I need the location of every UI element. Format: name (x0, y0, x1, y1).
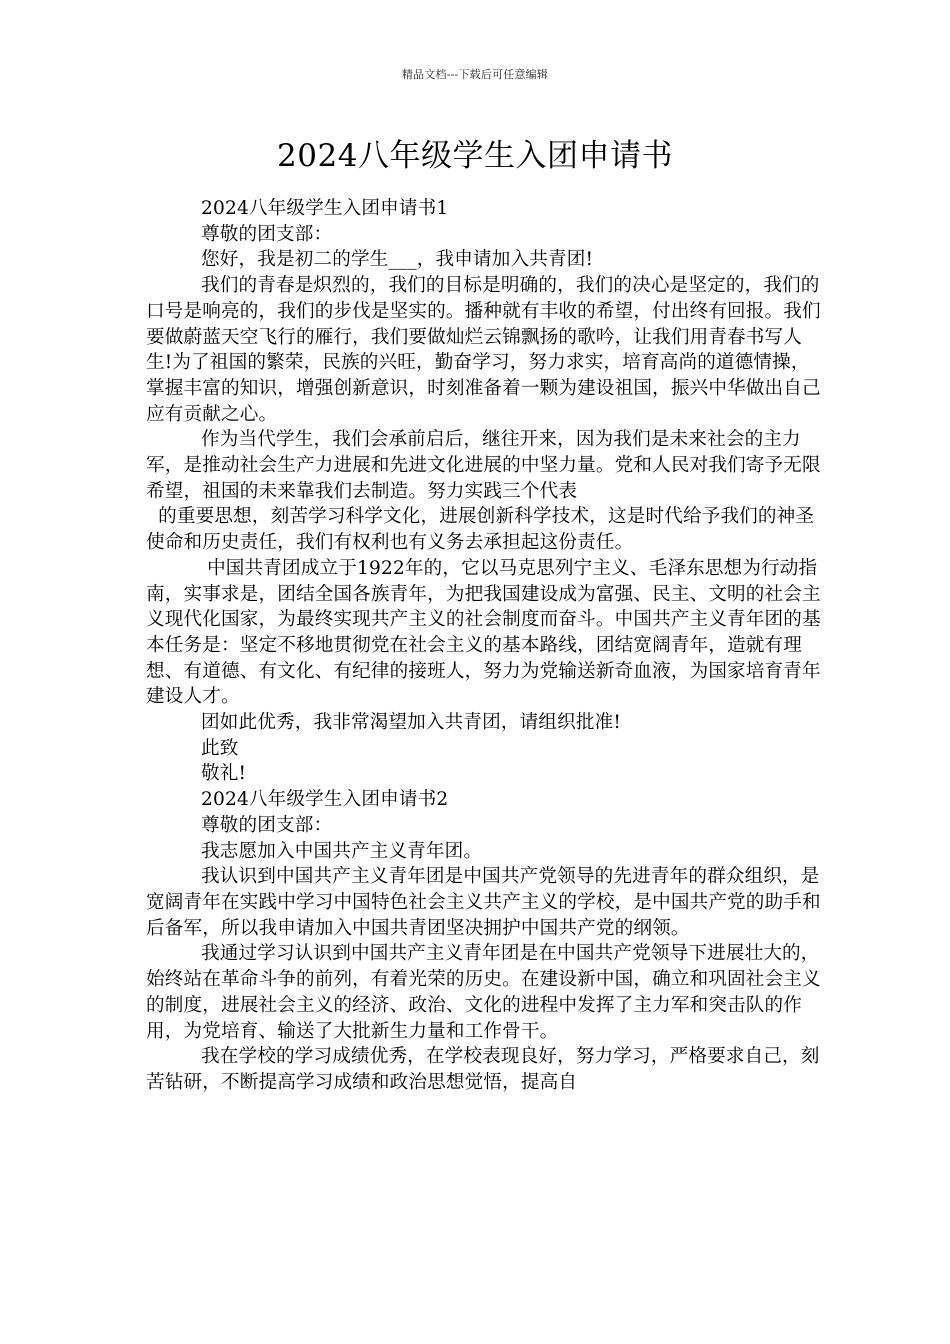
salutation: 尊敬的团支部： (201, 814, 333, 836)
closing-line: 此致 (201, 737, 239, 759)
paragraph: 您好，我是初二的学生___，我申请加入共青团! (201, 249, 594, 271)
section-heading-1: 2024八年级学生入团申请书1 (201, 198, 449, 219)
paragraph: 的重要思想，刻苦学习科学文化，进展创新科学技术，这是时代给予我们的神圣使命和历史责任，我们有权利也有义务去承担起这份责任。 (146, 506, 815, 554)
document-body (146, 196, 826, 1096)
paragraph: 我在学校的学习成绩优秀，在学校表现良好，努力学习，严格要求自己，刻苦钻研，不断提高学习成绩和政治思想觉悟，提高自 (146, 1046, 820, 1093)
paragraph: 中国共青团成立于1922年的，它以马克思列宁主义、毛泽东思想为行动指南，实事求是，团结全国各族青年，为把我国建设成为富强、民主、文明的社会主义现代化国家，为最终实现共产主义的社会制度而奋斗。中国共产主义青年团的基本任务是：坚定不移地贯彻党在社会主义的基本路线，团结宽阔青年，造就有理想、有道德、有文化、有纪律的接班人，努力为党输送新奇血液，为国家培育青年建设人才。 (146, 557, 821, 708)
salutation: 尊敬的团支部： (201, 223, 333, 245)
document-title: 2024八年级学生入团申请书 (277, 138, 673, 174)
paragraph: 我们的青春是炽烈的，我们的目标是明确的，我们的决心是坚定的，我们的口号是响亮的，我们的步伐是坚实的。播种就有丰收的希望，付出终有回报。我们要做蔚蓝天空飞行的雁行，我们要做灿烂云锦飘扬的歌吟，让我们用青春书写人生!为了祖国的繁荣，民族的兴旺，勤奋学习，努力求实，培育高尚的道德情操，掌握丰富的知识，增强创新意识，时刻准备着一颗为建设祖国，振兴中华做出自己应有贡献之心。 (146, 275, 821, 425)
paragraph: 我认识到中国共产主义青年团是中国共产党领导的先进青年的群众组织，是宽阔青年在实践中学习中国特色社会主义共产主义的学校，是中国共产党的助手和后备军，所以我申请加入中国共青团坚决拥护中国共产党的纲领。 (146, 866, 821, 939)
paragraph: 我志愿加入中国共产主义青年团。 (201, 840, 483, 862)
paragraph: 团如此优秀，我非常渴望加入共青团，请组织批准! (201, 712, 621, 734)
closing-line: 敬礼! (201, 763, 247, 785)
page-header: 精品文档---下载后可任意编辑 (401, 68, 549, 81)
section-heading-2: 2024八年级学生入团申请书2 (201, 789, 449, 811)
paragraph: 作为当代学生，我们会承前启后，继往开来，因为我们是未来社会的主力军，是推动社会生产力进展和先进文化进展的中坚力量。党和人民对我们寄予无限希望，祖国的未来靠我们去制造。努力实践三个代表 (146, 429, 821, 502)
paragraph: 我通过学习认识到中国共产主义青年团是在中国共产党领导下进展壮大的，始终站在革命斗争的前列，有着光荣的历史。在建设新中国，确立和巩固社会主义的制度，进展社会主义的经济、政治、文化的进程中发挥了主力军和突击队的作用，为党培育、输送了大批新生力量和工作骨干。 (146, 943, 821, 1042)
